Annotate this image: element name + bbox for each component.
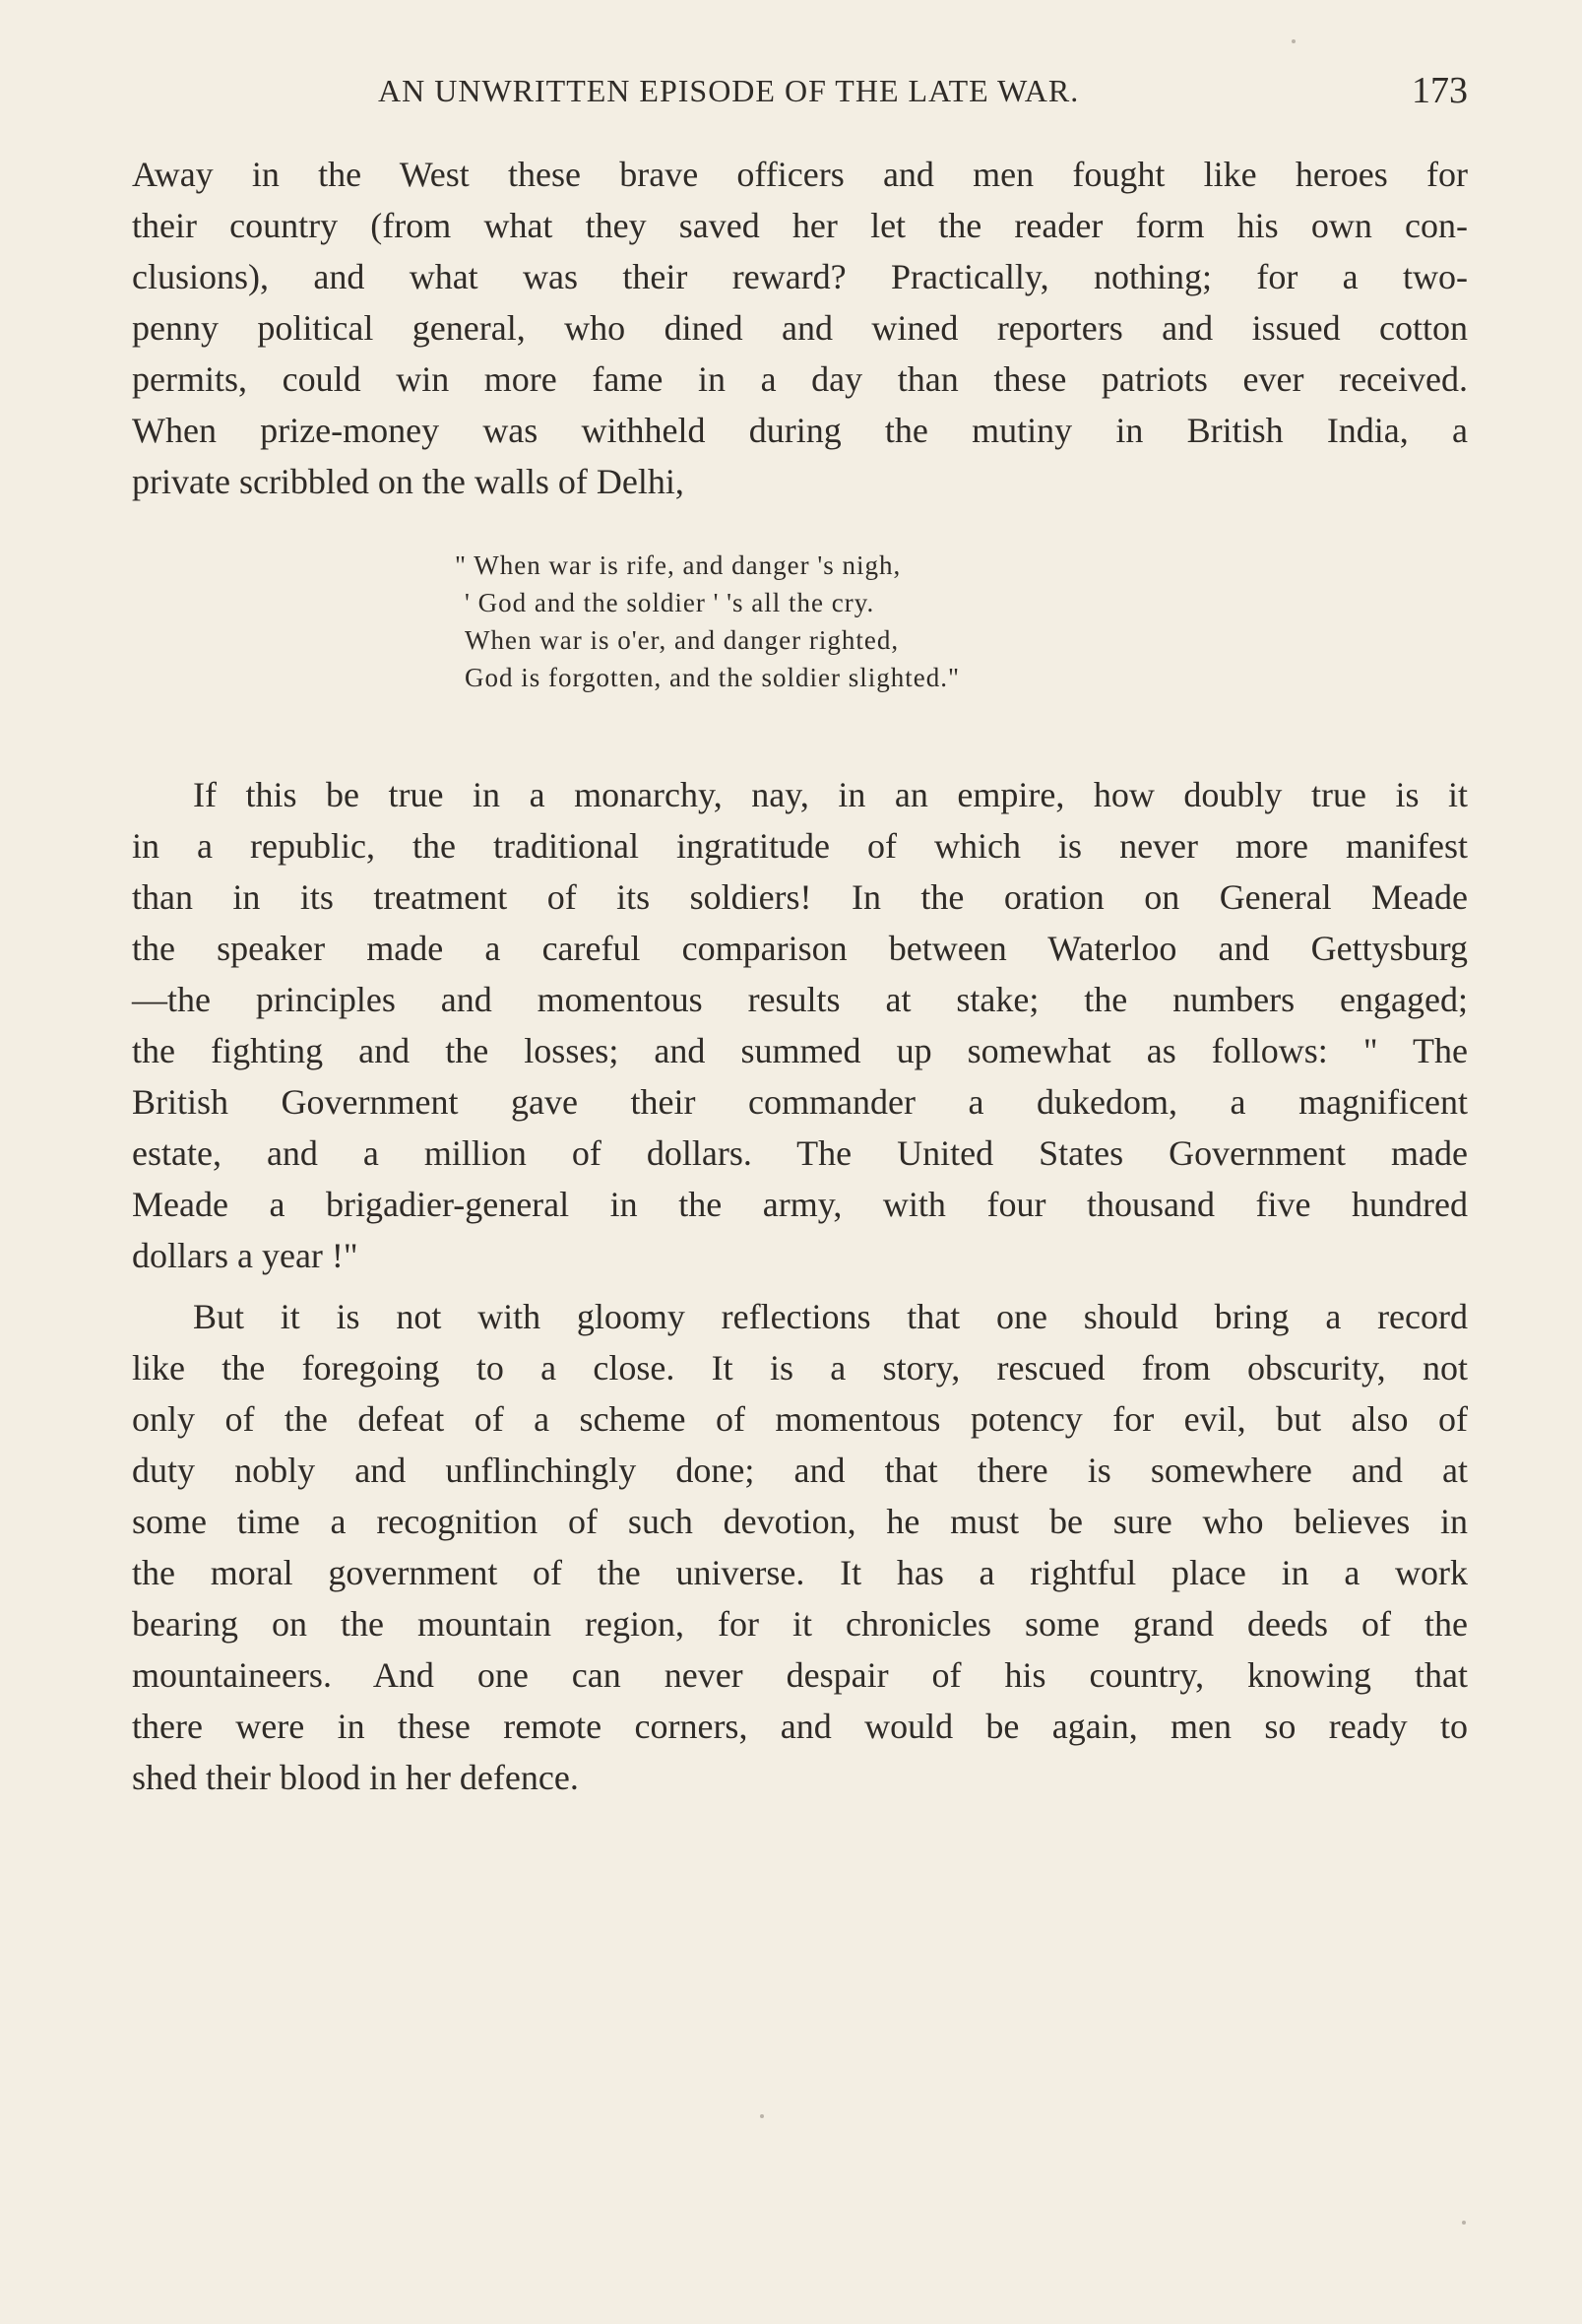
text-line: Meade a brigadier-general in the army, with four thousand five hundred [132,1185,1468,1224]
paragraph-3 [132,1291,1468,1803]
print-speck [760,2114,764,2118]
text-line: If this be true in a monarchy, nay, in an empire, how doubly true is it [193,775,1468,814]
verse-line: " When war is rife, and danger 's nigh, [455,550,902,580]
verse-line: When war is o'er, and danger righted, [465,625,900,655]
text-line: estate, and a million of dollars. The United States Government made [132,1133,1468,1173]
text-line: some time a recognition of such devotion, he must be sure who believes in [132,1502,1468,1541]
text-line: But it is not with gloomy reflections that one should bring a record [193,1297,1468,1336]
paragraph-1 [132,149,1468,507]
text-line: —the principles and momentous results at stake; the numbers engaged; [132,980,1468,1019]
page-number: 173 [1412,70,1468,111]
text-line: Away in the West these brave officers and men fought like heroes for [132,155,1468,194]
verse-line: ' God and the soldier ' 's all the cry. [465,588,875,617]
text-line: private scribbled on the walls of Delhi, [132,462,684,501]
print-speck [1292,39,1296,43]
text-line: there were in these remote corners, and would be again, men so ready to [132,1707,1468,1746]
text-line: penny political general, who dined and wined reporters and issued cotton [132,308,1468,348]
text-line: the moral government of the universe. It has a rightful place in a work [132,1553,1468,1592]
text-line: the fighting and the losses; and summed up somewhat as follows: " The [132,1031,1468,1070]
text-line: than in its treatment of its soldiers! In the oration on General Meade [132,877,1468,917]
text-line: shed their blood in her defence. [132,1758,579,1797]
text-line: British Government gave their commander a dukedom, a magnificent [132,1082,1468,1122]
text-line: the speaker made a careful comparison between Waterloo and Gettysburg [132,929,1468,968]
verse-line: God is forgotten, and the soldier slighted." [465,663,960,692]
quoted-verse [455,547,1164,696]
text-line: dollars a year !" [132,1236,358,1275]
text-line: When prize-money was withheld during the mutiny in British India, a [132,411,1468,450]
text-line: like the foregoing to a close. It is a story, rescued from obscurity, not [132,1348,1468,1388]
text-line: bearing on the mountain region, for it chronicles some grand deeds of the [132,1604,1468,1644]
running-head [132,69,1468,112]
paragraph-2 [132,769,1468,1281]
text-line: only of the defeat of a scheme of momentous potency for evil, but also of [132,1399,1468,1439]
text-line: clusions), and what was their reward? Practically, nothing; for a two- [132,257,1468,296]
running-title: AN UNWRITTEN EPISODE OF THE LATE WAR. [378,73,1080,108]
text-line: permits, could win more fame in a day than these patriots ever received. [132,359,1468,399]
text-line: in a republic, the traditional ingratitude of which is never more manifest [132,826,1468,866]
print-speck [1462,2221,1466,2225]
text-line: mountaineers. And one can never despair of his country, knowing that [132,1655,1468,1695]
text-line: their country (from what they saved her let the reader form his own con- [132,206,1468,245]
text-line: duty nobly and unflinchingly done; and that there is somewhere and at [132,1451,1468,1490]
